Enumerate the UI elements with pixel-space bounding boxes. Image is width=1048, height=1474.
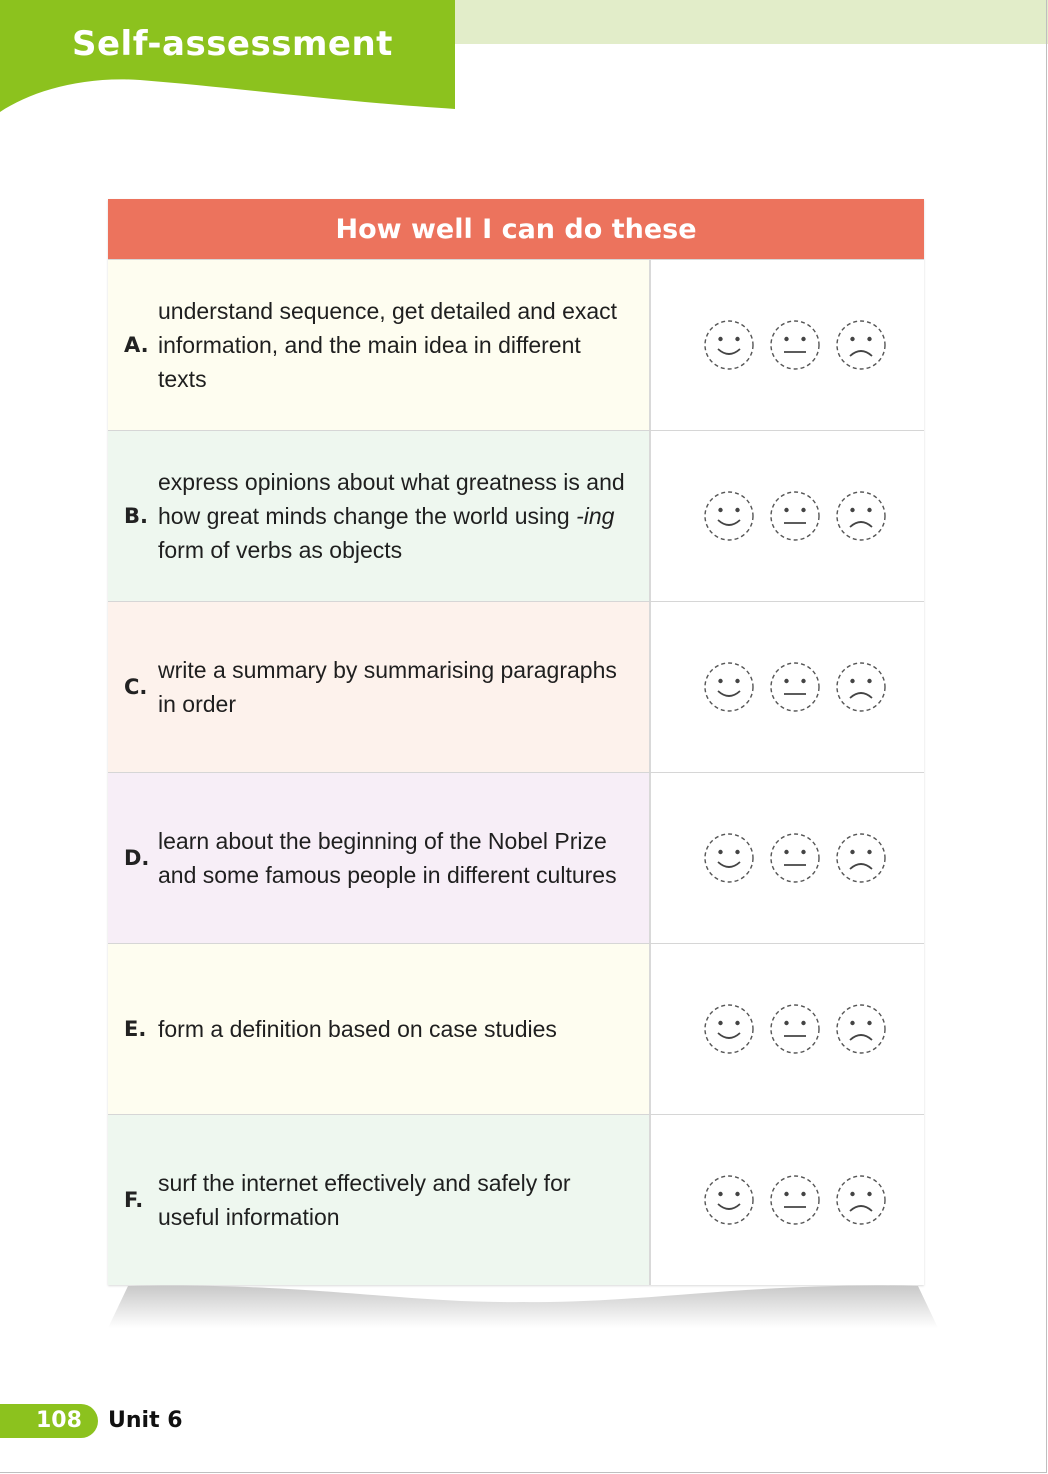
item-letter: B. <box>124 504 148 528</box>
item-letter: C. <box>124 675 148 699</box>
item-text: form a definition based on case studies <box>158 1016 557 1042</box>
item-letter: E. <box>124 1017 147 1041</box>
item-text-part: express opinions about what greatness is and how great minds change the world using <box>158 469 625 529</box>
neutral-face-icon[interactable] <box>769 319 821 371</box>
item-text: surf the internet effectively and safely for useful information <box>158 1170 571 1230</box>
sad-face-icon[interactable] <box>835 1003 887 1055</box>
table-row <box>108 259 924 430</box>
item-text: understand sequence, get detailed and exact information, and the main idea in different texts <box>158 298 618 392</box>
neutral-face-icon[interactable] <box>769 490 821 542</box>
item-letter: A. <box>124 333 149 357</box>
item-text-emphasis: -ing <box>576 503 615 529</box>
sad-face-icon[interactable] <box>835 661 887 713</box>
neutral-face-icon[interactable] <box>769 1174 821 1226</box>
table-heading: How well I can do these <box>108 199 924 259</box>
item-cell <box>108 773 651 943</box>
rating-cell <box>651 602 924 772</box>
self-assessment-table <box>108 199 924 1285</box>
item-cell <box>108 260 651 430</box>
happy-face-icon[interactable] <box>703 661 755 713</box>
unit-label: Unit 6 <box>108 1408 183 1433</box>
table-row <box>108 772 924 943</box>
neutral-face-icon[interactable] <box>769 832 821 884</box>
item-letter: F. <box>124 1188 144 1212</box>
happy-face-icon[interactable] <box>703 490 755 542</box>
rating-cell <box>651 1115 924 1285</box>
sad-face-icon[interactable] <box>835 490 887 542</box>
rating-cell <box>651 260 924 430</box>
happy-face-icon[interactable] <box>703 1174 755 1226</box>
rating-cell <box>651 431 924 601</box>
item-cell <box>108 1115 651 1285</box>
item-text: write a summary by summarising paragraphs in order <box>158 657 617 717</box>
table-row <box>108 601 924 772</box>
item-text <box>158 465 631 567</box>
sad-face-icon[interactable] <box>835 832 887 884</box>
table-row <box>108 430 924 601</box>
happy-face-icon[interactable] <box>703 1003 755 1055</box>
rating-cell <box>651 773 924 943</box>
page-number: 108 <box>36 1408 82 1433</box>
sad-face-icon[interactable] <box>835 319 887 371</box>
table-row <box>108 1114 924 1285</box>
item-letter: D. <box>124 846 150 870</box>
neutral-face-icon[interactable] <box>769 661 821 713</box>
happy-face-icon[interactable] <box>703 319 755 371</box>
page-title: Self-assessment <box>72 24 393 64</box>
table-shadow <box>108 1278 938 1328</box>
top-color-band <box>440 0 1048 44</box>
item-text: learn about the beginning of the Nobel Prize and some famous people in different cultures <box>158 828 617 888</box>
neutral-face-icon[interactable] <box>769 1003 821 1055</box>
rating-cell <box>651 944 924 1114</box>
table-row <box>108 943 924 1114</box>
happy-face-icon[interactable] <box>703 832 755 884</box>
sad-face-icon[interactable] <box>835 1174 887 1226</box>
item-cell <box>108 944 651 1114</box>
item-cell <box>108 431 651 601</box>
item-cell <box>108 602 651 772</box>
item-text-part: form of verbs as objects <box>158 537 403 563</box>
